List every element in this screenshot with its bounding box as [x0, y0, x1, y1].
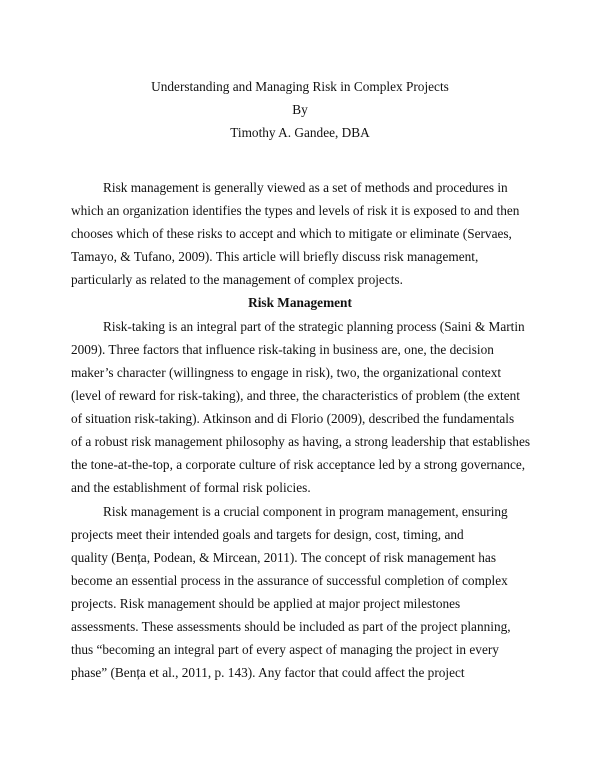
- text-line: chooses which of these risks to accept and which to mitigate or eliminate (Servaes,: [71, 226, 512, 241]
- text-line: of situation risk-taking). Atkinson and di Florio (2009), described the fundamentals: [71, 411, 515, 426]
- text-line: become an essential process in the assurance of successful completion of complex: [71, 573, 508, 588]
- text-line: Risk management is a crucial component in program management, ensuring: [103, 504, 508, 519]
- text-line: thus “becoming an integral part of every aspect of managing the project in every: [71, 642, 499, 657]
- text-line: which an organization identifies the types and levels of risk it is exposed to and then: [71, 203, 520, 218]
- text-line: projects meet their intended goals and targets for design, cost, timing, and: [71, 527, 464, 542]
- text-line: the tone-at-the-top, a corporate culture of risk acceptance led by a strong governance,: [71, 457, 526, 472]
- text-line: phase” (Bența et al., 2011, p. 143). Any factor that could affect the project: [71, 665, 465, 680]
- text-line: quality (Bența, Podean, & Mircean, 2011). The concept of risk management has: [71, 550, 497, 565]
- text-line: Risk-taking is an integral part of the strategic planning process (Saini & Martin: [103, 319, 525, 334]
- author-name: Timothy A. Gandee, DBA: [230, 125, 370, 140]
- text-line: assessments. These assessments should be included as part of the project planning,: [71, 619, 511, 634]
- byline: By: [292, 102, 308, 117]
- paper-title: Understanding and Managing Risk in Complex Projects: [151, 79, 449, 94]
- text-line: Tamayo, & Tufano, 2009). This article will briefly discuss risk management,: [71, 249, 479, 264]
- text-line: maker’s character (willingness to engage in risk), two, the organizational context: [71, 365, 502, 380]
- text-line: (level of reward for risk-taking), and three, the characteristics of problem (the extent: [71, 388, 520, 403]
- text-line: and the establishment of formal risk policies.: [71, 480, 311, 495]
- text-line: Risk management is generally viewed as a set of methods and procedures in: [103, 180, 508, 195]
- text-line: projects. Risk management should be applied at major project milestones: [71, 596, 461, 611]
- text-line: of a robust risk management philosophy as having, a strong leadership that establishes: [71, 434, 531, 449]
- text-line: 2009). Three factors that influence risk-taking in business are, one, the decision: [71, 342, 494, 357]
- text-line: particularly as related to the management of complex projects.: [71, 272, 403, 287]
- section-heading: Risk Management: [248, 295, 352, 310]
